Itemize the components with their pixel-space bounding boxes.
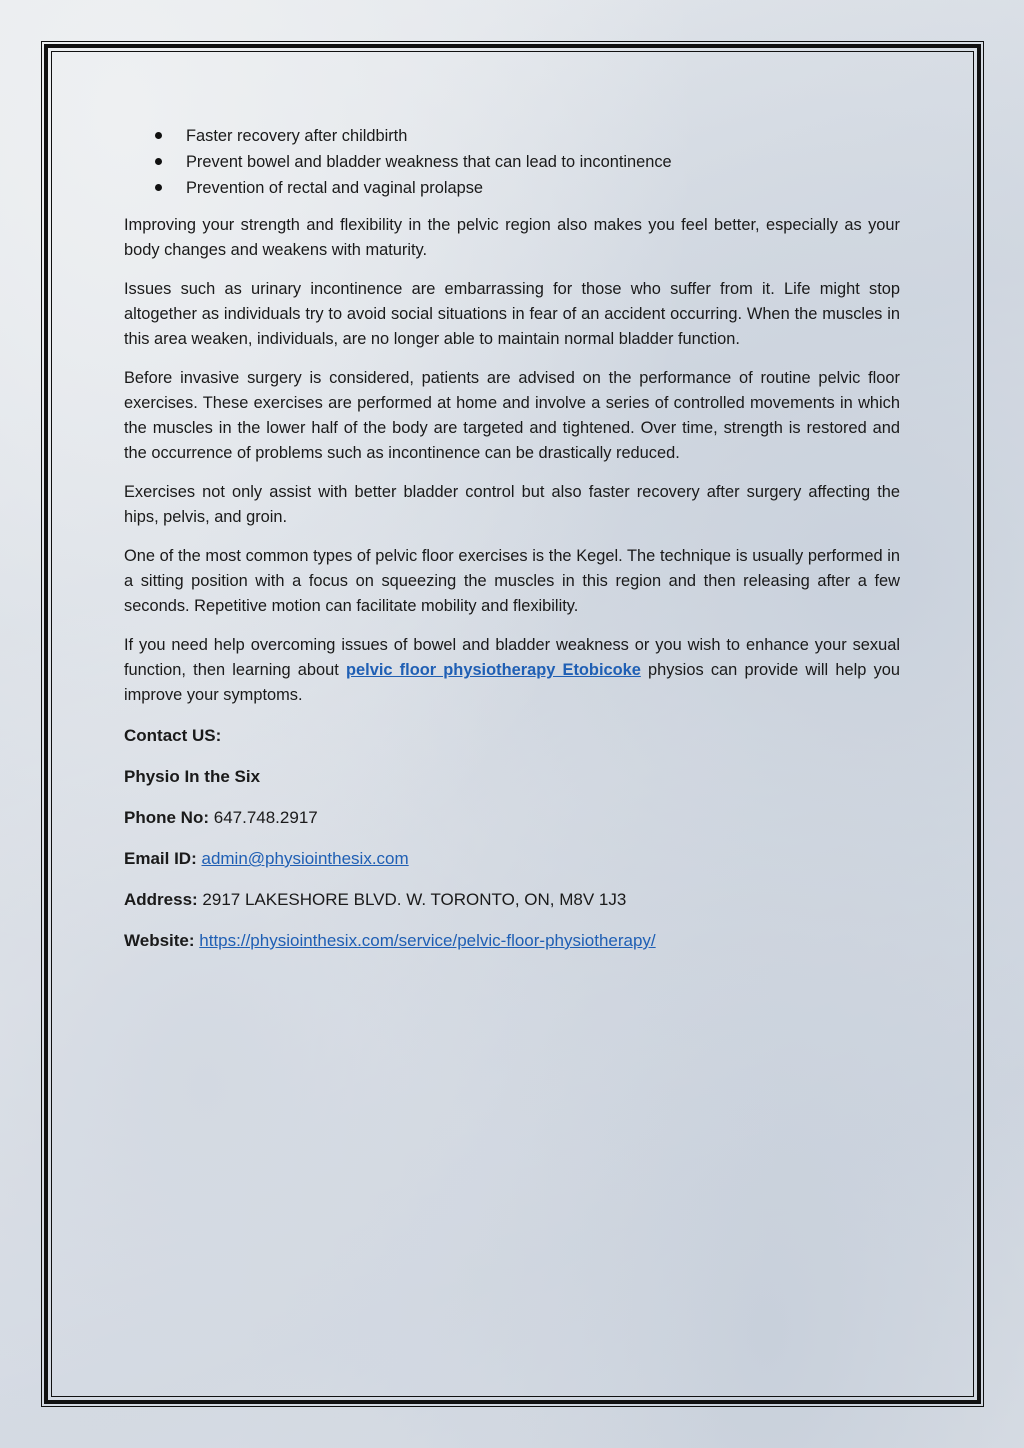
email-label: Email ID: [124,849,197,868]
address-label: Address: [124,890,198,909]
website-link[interactable]: https://physiointhesix.com/service/pelvic-floor-physiotherapy/ [199,931,656,950]
contact-heading-text: Contact US: [124,726,222,745]
paragraph-strength: Improving your strength and flexibility in the pelvic region also makes you feel better, especially as your body changes and weakens with maturity. [124,216,900,259]
paragraph-surgery: Before invasive surgery is considered, patients are advised on the performance of routine pelvic floor exercises. These exercises are performed at home and involve a series of controlled movements in which the muscles in the lower half of the body are targeted and tightened. Over time, strength is restored and the occurrence of problems such as incontinence can be drastically reduced. [124,369,900,462]
email-row [124,846,900,887]
website-label: Website: [124,931,195,950]
list-item-text: Faster recovery after childbirth [186,127,408,145]
phone-value: 647.748.2917 [213,808,318,827]
paragraph-recovery: Exercises not only assist with better bladder control but also faster recovery after surgery affecting the hips, pelvis, and groin. [124,483,900,526]
benefits-list [124,123,900,201]
list-item [124,175,900,201]
cta-text-after: physios can provide will help you improve your symptoms. [124,661,900,704]
email-link[interactable]: admin@physiointhesix.com [201,849,409,868]
physiotherapy-etobicoke-link[interactable]: pelvic floor physiotherapy Etobicoke [346,661,641,679]
paragraph-kegel: One of the most common types of pelvic floor exercises is the Kegel. The technique is usually performed in a sitting position with a focus on squeezing the muscles in this region and then releasing after a few seconds. Repetitive motion can facilitate mobility and flexibility. [124,547,900,615]
phone-label: Phone No: [124,808,209,827]
business-name-text: Physio In the Six [124,767,261,786]
document-body [124,123,900,969]
list-item-text: Prevent bowel and bladder weakness that can lead to incontinence [186,153,672,171]
website-row [124,928,900,969]
cta-text-before: If you need help overcoming issues of bowel and bladder weakness or you wish to enhance your sexual function, then learning about [124,636,900,679]
address-row [124,887,900,928]
list-item [124,149,900,175]
bullet-icon [155,158,162,165]
bullet-icon [155,132,162,139]
business-name [124,764,900,805]
contact-heading [124,723,900,764]
paragraph-call-to-action [124,633,900,708]
phone-row [124,805,900,846]
bullet-icon [155,184,162,191]
list-item [124,123,900,149]
list-item-text: Prevention of rectal and vaginal prolapse [186,179,484,197]
address-value: 2917 LAKESHORE BLVD. W. TORONTO, ON, M8V 1J3 [202,890,627,909]
paragraph-incontinence: Issues such as urinary incontinence are embarrassing for those who suffer from it. Life might stop altogether as individuals try to avoid social situations in fear of an accident occurring. When the muscles in this area weaken, individuals, are no longer able to maintain normal bladder function. [124,280,900,348]
